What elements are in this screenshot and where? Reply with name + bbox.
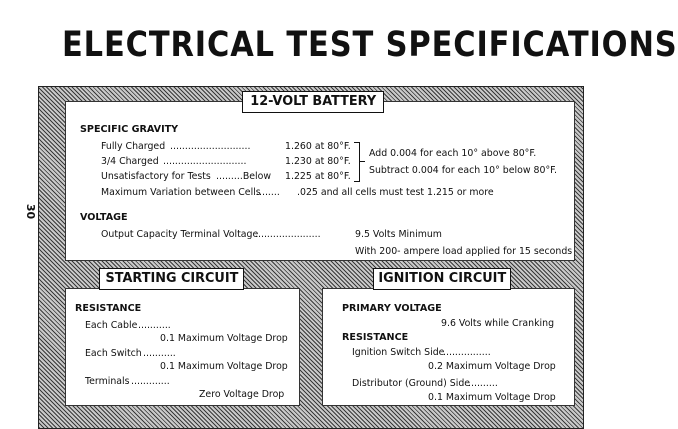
primary-voltage-value: 9.6 Volts while Cranking: [441, 318, 555, 329]
ignition-item-leader: ................: [443, 347, 491, 358]
sg-row-label: Unsatisfactory for Tests: [101, 171, 211, 182]
voltage-value: 9.5 Volts Minimum: [355, 229, 442, 240]
sg-note: Add 0.004 for each 10° above 80°F.: [369, 148, 537, 159]
page-number: 30: [24, 203, 38, 220]
sg-row-leader: ............................: [163, 156, 247, 167]
ignition-banner: [373, 268, 511, 290]
sg-row-leader: ...........................: [170, 141, 251, 152]
starting-item-value: Zero Voltage Drop: [199, 389, 285, 400]
ignition-item-value: 0.1 Maximum Voltage Drop: [428, 392, 556, 403]
battery-banner-text: 12-VOLT BATTERY: [250, 93, 376, 109]
primary-voltage-heading: PRIMARY VOLTAGE: [342, 303, 442, 314]
voltage-label: Output Capacity Terminal Voltage: [101, 229, 259, 240]
sg-row-leader: .........Below: [216, 171, 272, 182]
starting-item-label: Each Cable: [85, 320, 138, 331]
sg-brace-tick: [360, 161, 365, 162]
starting-banner: [99, 268, 244, 290]
page-title: ELECTRICAL TEST SPECIFICATIONS: [62, 25, 678, 65]
starting-resistance-heading: RESISTANCE: [75, 303, 142, 314]
voltage-note: With 200- ampere load applied for 15 seconds: [355, 246, 573, 257]
starting-item-leader: ...........: [143, 348, 176, 359]
starting-item-label: Each Switch: [85, 348, 142, 359]
starting-item-label: Terminals: [85, 376, 130, 387]
ignition-resistance-heading: RESISTANCE: [342, 332, 409, 343]
max-variation-leader: ........: [256, 187, 280, 198]
battery-banner: [242, 91, 384, 113]
starting-item-leader: .............: [131, 376, 170, 387]
max-variation-label: Maximum Variation between Cells: [101, 187, 261, 198]
max-variation-value: .025 and all cells must test 1.215 or more: [297, 187, 494, 198]
sg-note: Subtract 0.004 for each 10° below 80°F.: [369, 165, 557, 176]
ignition-banner-text: IGNITION CIRCUIT: [378, 270, 506, 286]
ignition-item-leader: ..........: [468, 378, 498, 389]
sg-row-label: 3/4 Charged: [101, 156, 159, 167]
sg-row-value: 1.225 at 80°F.: [285, 171, 351, 182]
sg-row-label: Fully Charged: [101, 141, 166, 152]
sg-row-value: 1.260 at 80°F.: [285, 141, 351, 152]
sg-row-value: 1.230 at 80°F.: [285, 156, 351, 167]
specific-gravity-heading: SPECIFIC GRAVITY: [80, 124, 179, 135]
voltage-heading: VOLTAGE: [80, 212, 128, 223]
starting-item-leader: ...........: [138, 320, 171, 331]
ignition-item-label: Ignition Switch Side: [352, 347, 445, 358]
starting-item-value: 0.1 Maximum Voltage Drop: [160, 333, 288, 344]
starting-banner-text: STARTING CIRCUIT: [105, 270, 238, 286]
ignition-item-value: 0.2 Maximum Voltage Drop: [428, 361, 556, 372]
ignition-item-label: Distributor (Ground) Side: [352, 378, 471, 389]
starting-item-value: 0.1 Maximum Voltage Drop: [160, 361, 288, 372]
voltage-leader: ......................: [255, 229, 321, 240]
